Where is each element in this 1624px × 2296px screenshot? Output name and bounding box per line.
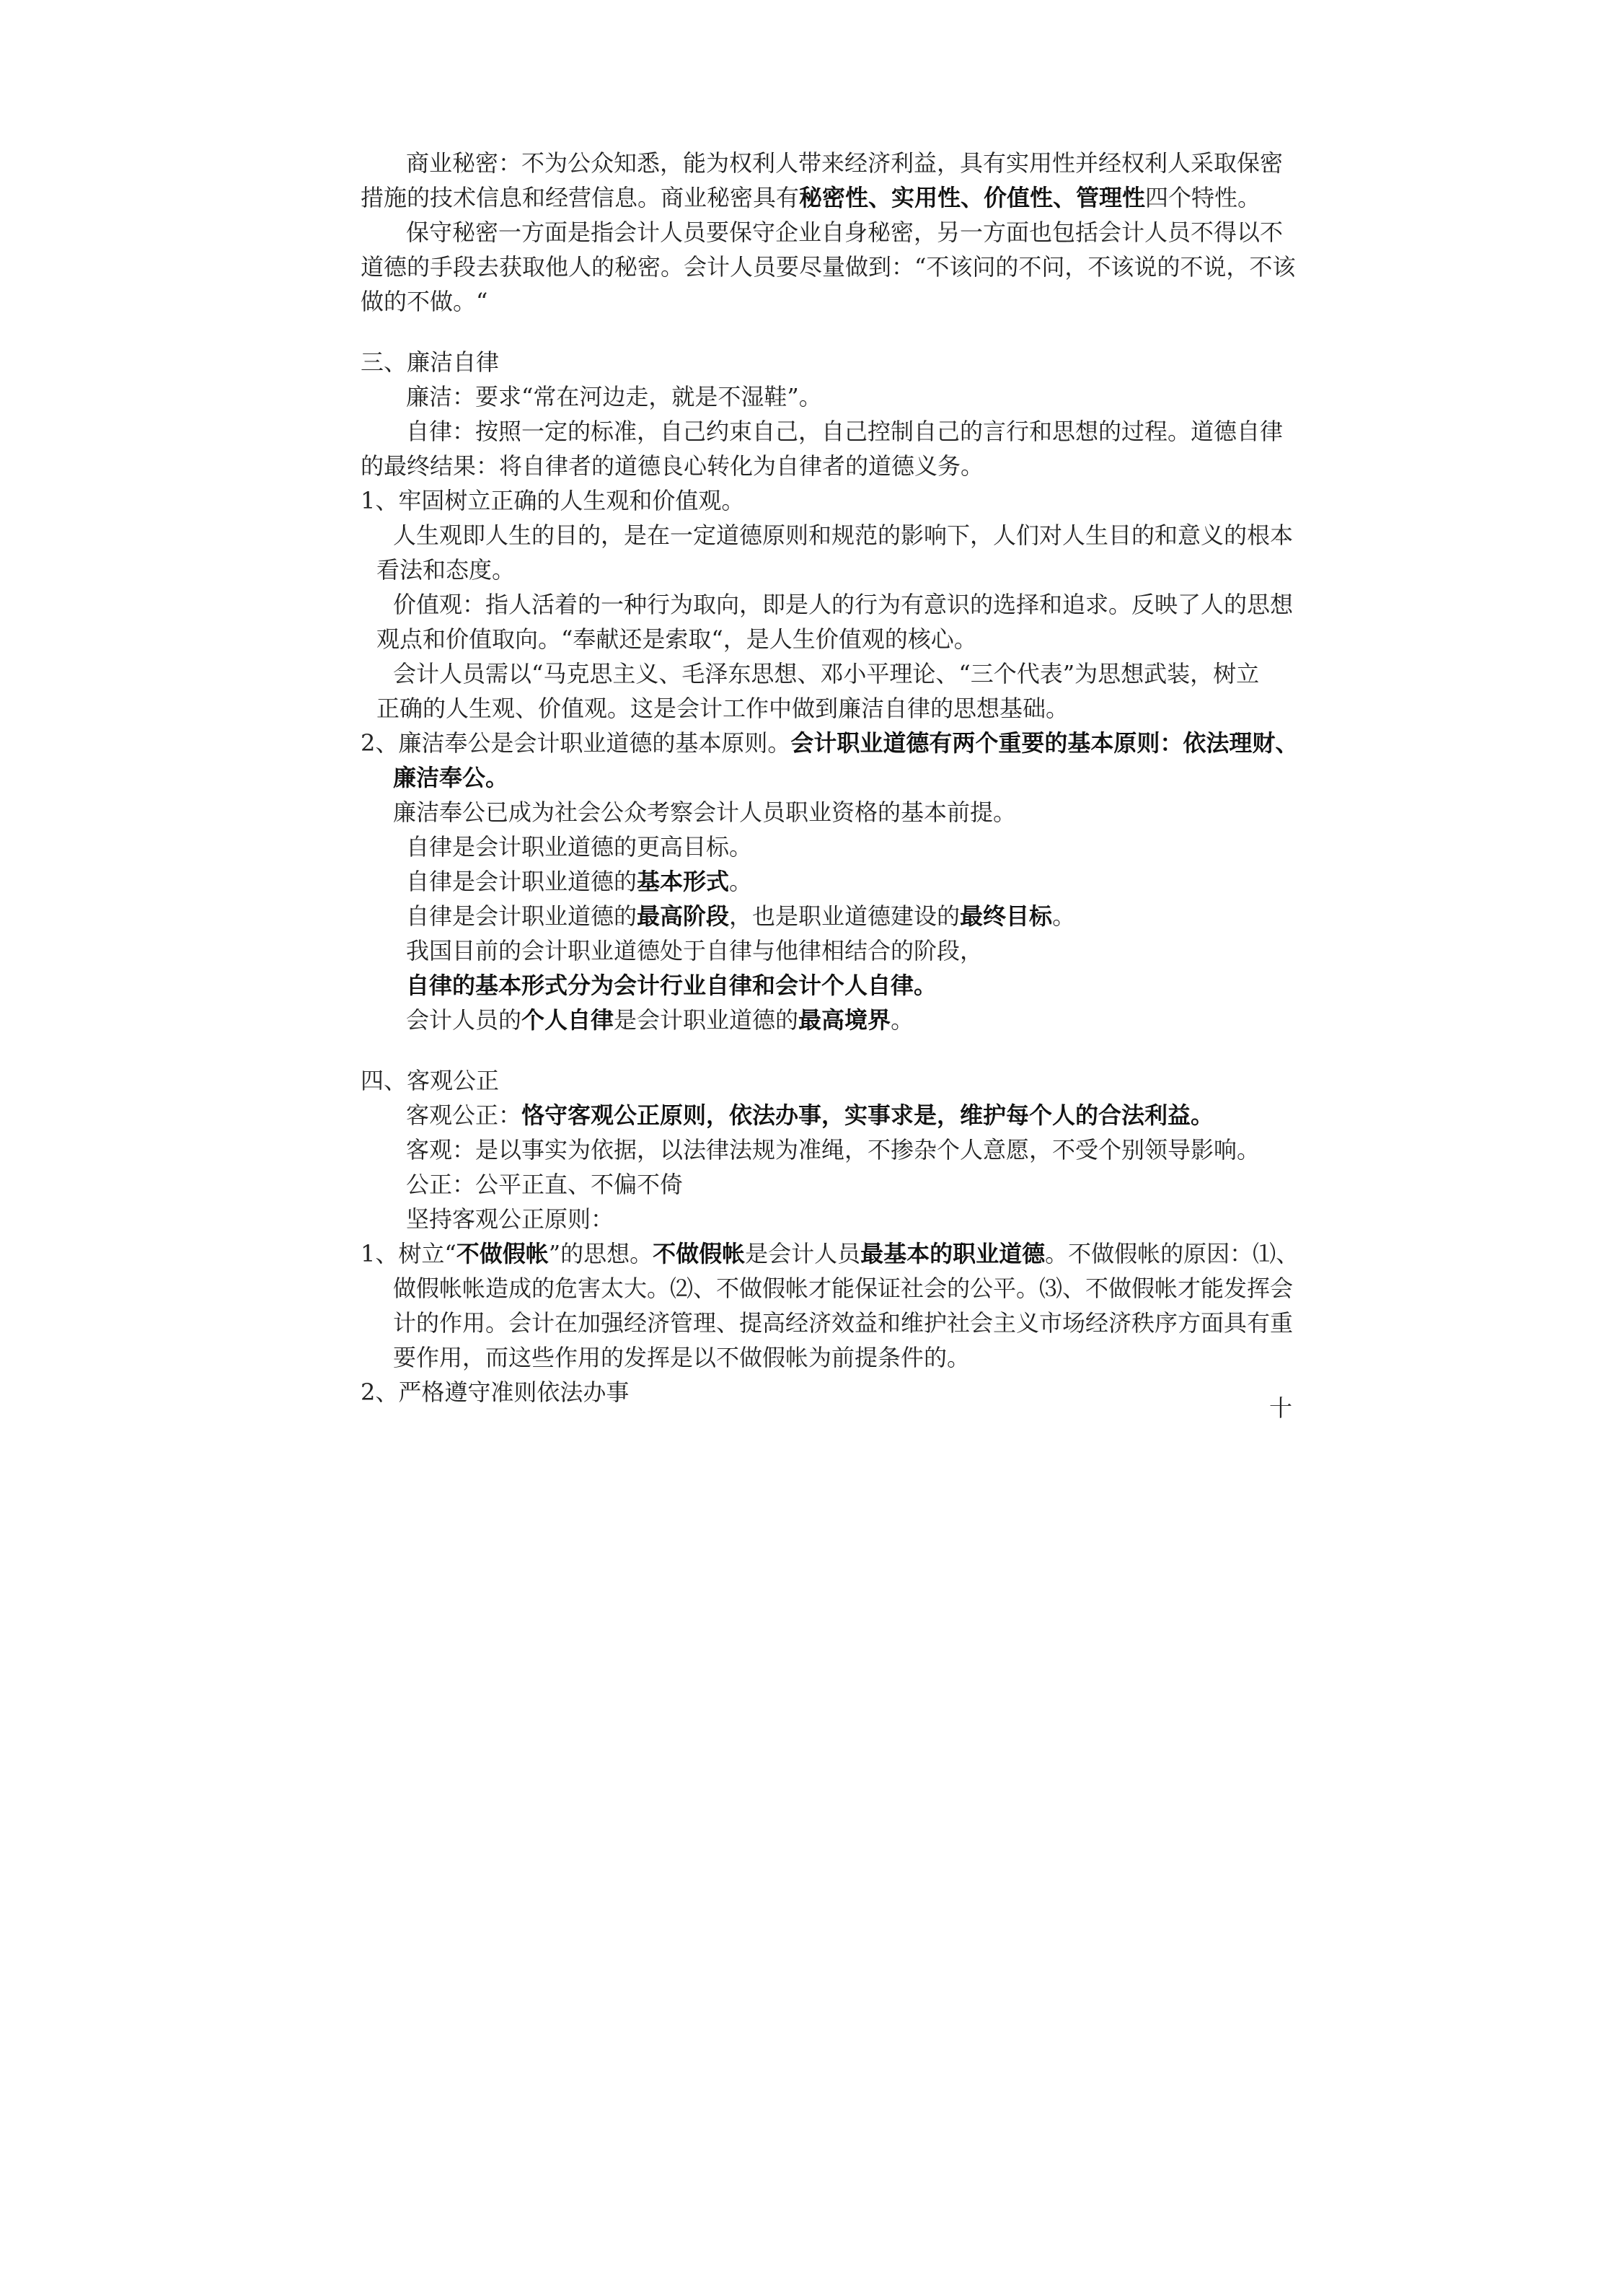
bold-text: 不做假帐 (653, 1240, 746, 1267)
text-segment: 。 (1052, 902, 1076, 930)
bold-text: 秘密性、实用性、价值性、管理性 (799, 184, 1146, 211)
text-line (406, 1170, 1271, 1199)
text-line (393, 798, 1258, 827)
text-segment: 自律：按照一定的标准，自己约束自己，自己控制自己的言行和思想的过程。道德自律 (406, 418, 1284, 445)
text-line (393, 1343, 1258, 1372)
text-segment: 客观：是以事实为依据，以法律法规为准绳，不掺杂个人意愿，不受个别领导影响。 (406, 1136, 1261, 1164)
text-line (361, 287, 1226, 316)
text-line (361, 1378, 1226, 1407)
text-line (376, 555, 1242, 584)
text-segment: 自律是会计职业道德的更高目标。 (406, 833, 753, 861)
text-segment: 人生观即人生的目的，是在一定道德原则和规范的影响下，人们对人生目的和意义的根本 (393, 522, 1294, 549)
text-segment: 道德的手段去获取他人的秘密。会计人员要尽量做到：“不该问的不问，不该说的不说，不该 (361, 253, 1296, 281)
text-line (361, 729, 1299, 757)
bold-text: 廉洁奉公。 (393, 764, 509, 791)
text-segment: 1、树立“ (361, 1240, 456, 1267)
text-line (361, 452, 1226, 480)
text-line (393, 659, 1258, 688)
text-line (406, 382, 1271, 411)
text-segment: 做的不做。“ (361, 288, 488, 315)
text-segment: 会计人员的 (406, 1006, 522, 1034)
text-segment: 客观公正： (406, 1101, 522, 1129)
bold-text: 最高境界 (798, 1006, 891, 1034)
text-segment: 自律是会计职业道德的 (406, 902, 637, 930)
text-segment: 2、严格遵守准则依法办事 (361, 1378, 630, 1406)
text-segment: 。 (891, 1006, 914, 1034)
bold-text: 不做假帐 (456, 1240, 549, 1267)
text-segment: 公正：公平正直、不偏不倚 (406, 1171, 684, 1198)
text-segment: 2、廉洁奉公是会计职业道德的基本原则。 (361, 729, 791, 757)
text-segment: 商业秘密：不为公众知悉，能为权利人带来经济利益，具有实用性并经权利人采取保密 (406, 149, 1284, 177)
text-segment: 自律是会计职业道德的 (406, 868, 637, 895)
text-line (406, 867, 1271, 896)
text-segment: 我国目前的会计职业道德处于自律与他律相结合的阶段， (406, 937, 984, 964)
text-segment: 三、廉洁自律 (361, 348, 500, 376)
text-line (406, 218, 1284, 247)
bold-text: 恪守客观公正原则，依法办事，实事求是，维护每个人的合法利益。 (521, 1101, 1214, 1129)
text-segment: ，也是职业道德建设的 (729, 902, 961, 930)
text-line (406, 936, 1271, 965)
text-line (406, 902, 1271, 931)
text-segment: 会计人员需以“马克思主义、毛泽东思想、邓小平理论、“三个代表”为思想武装，树立 (393, 660, 1260, 687)
bold-text: 最终目标 (960, 902, 1053, 930)
text-line (361, 1239, 1299, 1268)
text-segment: 要作用，而这些作用的发挥是以不做假帐为前提条件的。 (393, 1344, 971, 1371)
bold-text: 最基本的职业道德 (860, 1240, 1046, 1267)
text-line (361, 183, 1261, 212)
text-segment: 观点和价值取向。“奉献还是索取“，是人生价值观的核心。 (376, 625, 977, 653)
text-line (406, 1006, 1271, 1034)
text-line (376, 625, 1242, 654)
text-segment: 的最终结果：将自律者的道德良心转化为自律者的道德义务。 (361, 452, 984, 480)
text-segment: 四、客观公正 (361, 1067, 500, 1094)
page-number: 十 (1269, 1394, 1293, 1422)
text-line (376, 694, 1242, 723)
text-line (361, 486, 1226, 515)
bold-text: 个人自律 (521, 1006, 614, 1034)
text-line (361, 348, 1226, 377)
text-line (406, 417, 1284, 446)
text-segment: 1、牢固树立正确的人生观和价值观。 (361, 487, 745, 514)
text-line (406, 1101, 1271, 1130)
text-line (406, 971, 1271, 1000)
bold-text: 基本形式 (637, 868, 730, 895)
text-segment: 坚持客观公正原则： (406, 1205, 614, 1233)
bold-text: 自律的基本形式分为会计行业自律和会计个人自律。 (406, 972, 937, 999)
text-line (406, 149, 1284, 177)
text-segment: 做假帐帐造成的危害太大。⑵、不做假帐才能保证社会的公平。⑶、不做假帐才能发挥会 (393, 1275, 1294, 1302)
text-segment: 价值观：指人活着的一种行为取向，即是人的行为有意识的选择和追求。反映了人的思想 (393, 591, 1294, 618)
text-segment: 廉洁奉公已成为社会公众考察会计人员职业资格的基本前提。 (393, 799, 1017, 826)
text-segment: 廉洁：要求“常在河边走，就是不湿鞋”。 (406, 383, 822, 410)
text-segment: 四个特性。 (1145, 184, 1261, 211)
text-segment: 。 (729, 868, 753, 895)
text-line (393, 1274, 1294, 1303)
text-segment: 看法和态度。 (376, 556, 516, 584)
text-segment: 正确的人生观、价值观。这是会计工作中做到廉洁自律的思想基础。 (376, 695, 1069, 722)
text-segment: 措施的技术信息和经营信息。商业秘密具有 (361, 184, 800, 211)
text-segment: 保守秘密一方面是指会计人员要保守企业自身秘密，另一方面也包括会计人员不得以不 (406, 219, 1284, 246)
text-line (393, 763, 1258, 792)
text-line (393, 590, 1294, 619)
text-line (393, 1308, 1294, 1337)
text-line (393, 521, 1294, 550)
text-line (406, 832, 1271, 861)
text-segment: 是会计人员 (745, 1240, 861, 1267)
bold-text: 最高阶段 (637, 902, 730, 930)
text-segment: 。不做假帐的原因：⑴、 (1045, 1240, 1299, 1267)
text-segment: 计的作用。会计在加强经济管理、提高经济效益和维护社会主义市场经济秩序方面具有重 (393, 1309, 1294, 1337)
bold-text: 会计职业道德有两个重要的基本原则：依法理财、 (790, 729, 1299, 757)
text-line (406, 1135, 1271, 1164)
text-line (361, 252, 1296, 281)
text-line (361, 1066, 1226, 1095)
text-line (406, 1205, 1271, 1233)
text-segment: 是会计职业道德的 (614, 1006, 799, 1034)
text-segment: ”的思想。 (548, 1240, 653, 1267)
